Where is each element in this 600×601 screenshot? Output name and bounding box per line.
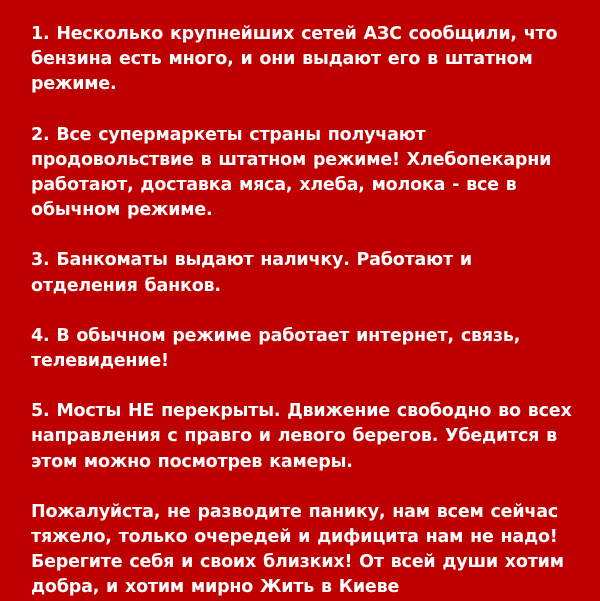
closing-appeal: Пожалуйста, не разводите панику, нам всем сейчас тяжело, только очередей и дифицита нам не надо! Берегите себя и своих близких! От всей души хотим добра, и хотим мирно Жить в Киеве (31, 501, 564, 598)
item-supermarkets: 2. Все супермаркеты страны получают продовольствие в штатном режиме! Хлебопекарни работают, доставка мяса, хлеба, молока - все в обычном режиме. (31, 124, 552, 221)
item-atms: 3. Банкоматы выдают наличку. Работают и отделения банков. (31, 250, 472, 296)
item-bridges: 5. Мосты НЕ перекрыты. Движение свободно во всех направления с правго и левого берегов. Убедится в этом можно посмотрев камеры. (31, 401, 572, 472)
item-internet: 4. В обычном режиме работает интернет, связь, телевидение! (31, 325, 521, 372)
item-gas-stations: 1. Несколько крупнейших сетей АЗС сообщили, что бензина есть много, и они выдают его в штатном режиме. (31, 24, 558, 95)
